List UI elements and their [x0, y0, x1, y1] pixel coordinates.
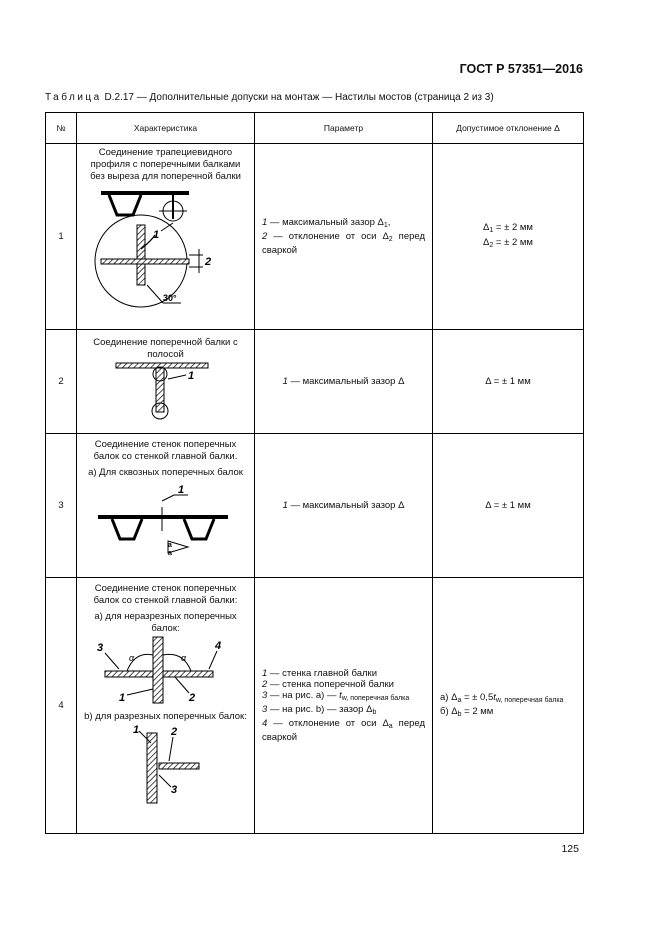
characteristic-cell	[77, 434, 255, 578]
characteristic-subtext-a: а) для неразрезных поперечных балок:	[94, 611, 237, 634]
deviation-text: $\Delta_1$ = ± 2 мм $\Delta_2$ = ± 2 мм	[483, 221, 533, 249]
characteristic-cell	[77, 330, 255, 434]
characteristic-text: Соединение стенок поперечных балок со стенкой главной балки:	[93, 583, 238, 606]
table-row	[46, 144, 584, 330]
row-number: 1	[46, 144, 77, 330]
continuous-beam-diagram	[91, 635, 241, 709]
through-beam-diagram	[96, 479, 236, 557]
parameter-cell	[255, 578, 433, 834]
tolerance-table	[45, 112, 584, 834]
table-row	[46, 434, 584, 578]
col-header-deviation: Допустимое отклонение Δ	[433, 113, 584, 144]
characteristic-text: Соединение поперечной балки с полосой	[93, 337, 238, 360]
deviation-text: a) $\Delta_a$ = ± $0,5t_{w, поперечная балка}$ б) $\Delta_b = 2$ мм	[440, 691, 564, 718]
strip-joint-diagram	[106, 361, 226, 425]
table-row	[46, 330, 584, 434]
caption-prefix: Таблица	[45, 92, 102, 103]
table-header-row	[46, 113, 584, 144]
alpha-right: α	[180, 653, 186, 663]
row-number: 2	[46, 330, 77, 434]
col-header-no: №	[46, 113, 77, 144]
deviation-cell: Δ = ± 1 мм	[433, 330, 584, 434]
characteristic-text: Соединение трапециевидного профиля с поперечными балками без выреза для поперечной балки	[90, 147, 241, 182]
characteristic-subtext-b: b) для разрезных поперечных балок:	[84, 711, 247, 722]
characteristic-cell	[77, 578, 255, 834]
label-1: 1	[187, 370, 194, 382]
label-4: 4	[214, 640, 221, 652]
parameter-text: 1 — максимальный зазор $\Delta_1$, 2 — отклонение от оси $\Delta_2$ перед сваркой	[262, 217, 426, 256]
deviation-cell	[433, 578, 584, 834]
col-header-parameter: Параметр	[255, 113, 433, 144]
parameter-cell: 1 — максимальный зазор Δ	[255, 434, 433, 578]
caption-text: D.2.17 — Дополнительные допуски на монтаж — Настилы мостов (страница 2 из 3)	[101, 92, 494, 103]
parameter-text: 1 — стенка главной балки 2 — стенка поперечной балки 3 — на рис. a) — $t_{w, поперечная балка}$ 3 — на рис. b) — зазор $\Delta_b$ 4 — отклонение от оси $\Delta_a$ перед сваркой	[262, 668, 426, 743]
label-3: 3	[96, 642, 103, 654]
deviation-cell	[433, 144, 584, 330]
label-3: 3	[170, 784, 177, 796]
row-number: 4	[46, 578, 77, 834]
trapezoid-profile-diagram	[81, 183, 251, 315]
alpha-left: α	[128, 653, 134, 663]
characteristic-subtext: а) Для сквозных поперечных балок	[88, 467, 243, 478]
label-1: 1	[118, 692, 125, 704]
page-number: 125	[561, 843, 579, 855]
row-number: 3	[46, 434, 77, 578]
label-2: 2	[188, 692, 195, 704]
cut-beam-diagram	[111, 723, 221, 805]
deviation-cell: Δ = ± 1 мм	[433, 434, 584, 578]
label-1: 1	[152, 229, 159, 241]
characteristic-cell	[77, 144, 255, 330]
label-2: 2	[204, 256, 211, 268]
parameter-cell: 1 — максимальный зазор Δ	[255, 330, 433, 434]
document-header: ГОСТ Р 57351—2016	[459, 62, 583, 76]
angle-label: 30°	[162, 293, 177, 303]
table-row	[46, 578, 584, 834]
label-1: 1	[132, 724, 139, 736]
label-2: 2	[170, 726, 177, 738]
label-1: 1	[177, 484, 184, 496]
characteristic-text: Соединение стенок поперечных балок со стенкой главной балки.	[93, 439, 238, 462]
label-a: a	[167, 542, 172, 549]
col-header-characteristic: Характеристика	[77, 113, 255, 144]
label-a-lower: a	[167, 550, 172, 557]
parameter-cell	[255, 144, 433, 330]
table-caption	[45, 92, 494, 103]
